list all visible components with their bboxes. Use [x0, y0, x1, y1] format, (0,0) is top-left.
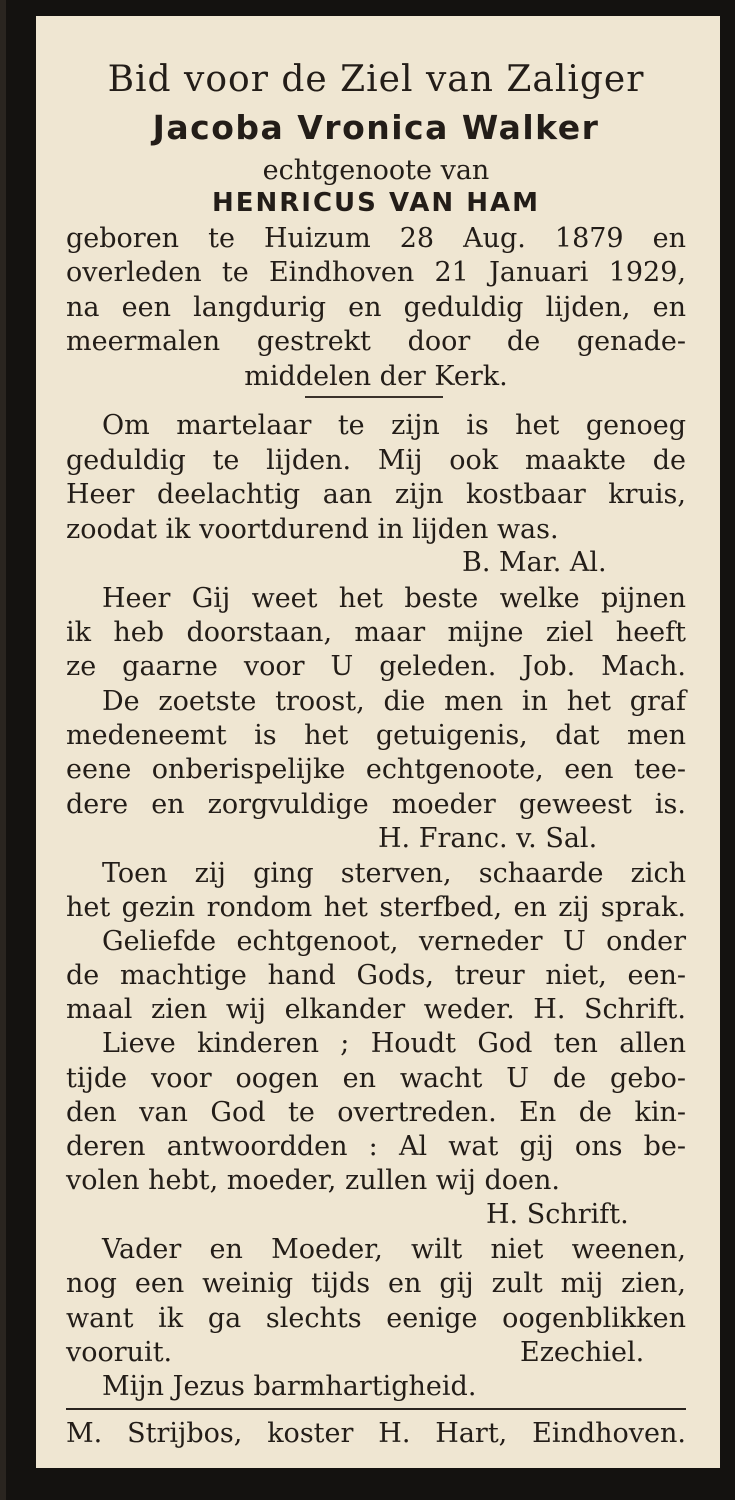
- bio-line: geboren te Huizum 28 Aug. 1879 en: [66, 223, 686, 254]
- closing-prayer: Mijn Jezus barmhartigheid.: [102, 1371, 477, 1402]
- divider: [305, 396, 443, 398]
- quote-line: Heer deelachtig aan zijn kostbaar kruis,: [66, 479, 686, 510]
- quote-line: Vader en Moeder, wilt niet weenen,: [102, 1234, 686, 1265]
- printer-line: M. Strijbos, koster H. Hart, Eindhoven.: [66, 1418, 686, 1449]
- quote-line: ze gaarne voor U geleden. Job. Mach.: [66, 651, 686, 682]
- footer-divider: [66, 1408, 686, 1410]
- quote-line: Toen zij ging sterven, schaarde zich: [102, 858, 686, 889]
- quote-line: Heer Gij weet het beste welke pijnen: [102, 583, 686, 614]
- quote-line: ik heb doorstaan, maar mijne ziel heeft: [66, 617, 686, 648]
- quote-source: B. Mar. Al.: [462, 547, 607, 578]
- spouse-name: HENRICUS VAN HAM: [212, 188, 540, 218]
- bio-line: middelen der Kerk.: [244, 361, 508, 392]
- quote-line: Lieve kinderen ; Houdt God ten allen: [102, 1028, 686, 1059]
- quote-line: medeneemt is het getuigenis, dat men: [66, 720, 686, 751]
- quote-line: zoodat ik voortdurend in lijden was.: [66, 514, 559, 545]
- bio-line: overleden te Eindhoven 21 Januari 1929,: [66, 257, 686, 288]
- quote-line: Om martelaar te zijn is het genoeg: [102, 410, 686, 441]
- quote-line: de machtige hand Gods, treur niet, een-: [66, 960, 686, 991]
- deceased-name: Jacoba Vronica Walker: [152, 108, 600, 147]
- quote-line: Geliefde echtgenoot, verneder U onder: [102, 926, 686, 957]
- quote-line: vooruit.: [66, 1337, 173, 1368]
- quote-line: eene onberispelijke echtgenoote, een tee-: [66, 754, 686, 785]
- quote-line: maal zien wij elkander weder. H. Schrift.: [66, 994, 686, 1025]
- quote-source: H. Franc. v. Sal.: [378, 823, 598, 854]
- bio-line: na een langdurig en geduldig lijden, en: [66, 292, 686, 323]
- quote-source: Ezechiel.: [520, 1337, 645, 1368]
- quote-source: H. Schrift.: [486, 1199, 629, 1230]
- quote-line: tijde voor oogen en wacht U de gebo-: [66, 1063, 686, 1094]
- quote-line: den van God te overtreden. En de kin-: [66, 1097, 686, 1128]
- quote-line: volen hebt, moeder, zullen wij doen.: [66, 1165, 560, 1196]
- quote-line: De zoetste troost, die men in het graf: [102, 686, 686, 717]
- quote-line: deren antwoordden : Al wat gij ons be-: [66, 1131, 686, 1162]
- quote-line: nog een weinig tijds en gij zult mij zien,: [66, 1268, 686, 1299]
- spouse-intro: echtgenoote van: [262, 155, 490, 186]
- card-edge: [0, 0, 6, 1500]
- quote-line: geduldig te lijden. Mij ook maakte de: [66, 445, 686, 476]
- quote-line: het gezin rondom het sterfbed, en zij sprak.: [66, 892, 686, 923]
- bio-line: meermalen gestrekt door de genade-: [66, 326, 686, 357]
- quote-line: want ik ga slechts eenige oogenblikken: [66, 1303, 686, 1334]
- card-title: Bid voor de Ziel van Zaliger: [107, 59, 645, 100]
- quote-line: dere en zorgvuldige moeder geweest is.: [66, 789, 686, 820]
